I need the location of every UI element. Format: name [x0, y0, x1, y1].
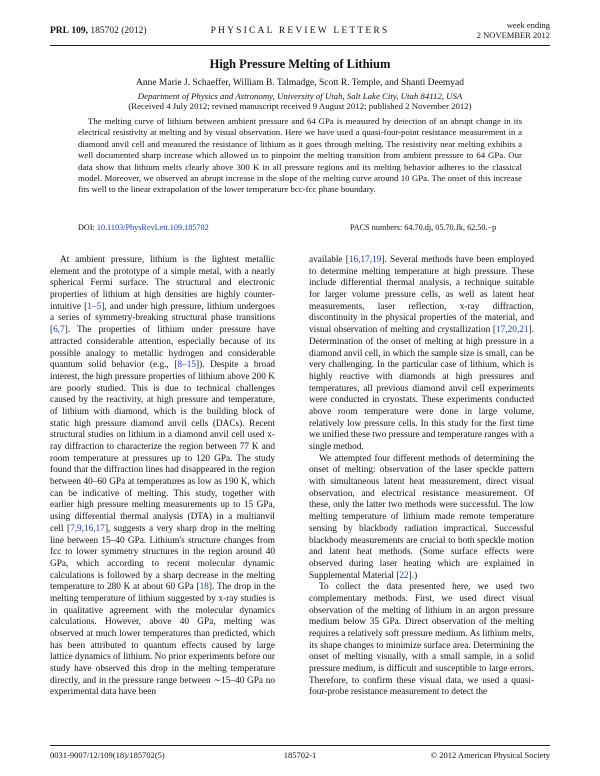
paragraph: To collect the data presented here, we used two complementary methods. First, we used direct visual observation of the melting of lithium in an argon pressure medium below 35 GPa. Direct observation of the melting requires a relatively soft pressure medium. As lithium melts, its shape changes to minimize surface area. Determining the onset of melting visually, with a small sample, in a solid pressure medium, is difficult and susceptible to large errors. Therefore, to confirm these visual data, we used a quasi-four-probe resistance measurement to detect the [309, 582, 534, 698]
citation-link[interactable]: 6,7 [53, 325, 65, 336]
citation-link[interactable]: 17,20,21 [496, 325, 529, 336]
paragraph: We attempted four different methods of determining the onset of melting: observation of the laser speckle pattern with simultaneous latent heat measurement, direct visual observation, and electrical resistance measurement. Of these, only the latter two methods were successful. The low melting temperature of lithium made remote temperature sensing by blackbody radiation impractical. Successful blackbody measurements are crucial to both speckle motion and latent heat methods. (Some surface effects were observed during laser heating which are explained in Supplemental Material [22].) [309, 453, 534, 581]
citation-link[interactable]: 7,9,16,17 [70, 523, 105, 534]
journal-abbr: PRL [50, 26, 69, 36]
footer-code: 0031-9007/12/109(18)/185702(5) [50, 750, 165, 760]
citation-link[interactable]: 22 [399, 570, 409, 581]
page-number: 185702-1 [283, 750, 317, 760]
right-column [309, 255, 534, 699]
citation-link[interactable]: 16,17,19 [348, 255, 382, 265]
issue-date [477, 20, 550, 40]
footer-rule [50, 745, 550, 746]
authors: Anne Marie J. Schaeffer, William B. Talmadge, Scott R. Temple, and Shanti Deemyad [135, 78, 465, 88]
doi-link[interactable]: 10.1103/PhysRevLett.109.185702 [96, 223, 209, 232]
affiliation: Department of Physics and Astronomy, University of Utah, Salt Lake City, Utah 84112, USA [137, 91, 463, 101]
journal-name: PHYSICAL REVIEW LETTERS [210, 26, 390, 36]
pacs-numbers: PACS numbers: 64.70.dj, 05.70.Jk, 62.50.−p [350, 223, 497, 232]
date: 2 NOVEMBER 2012 [476, 30, 550, 40]
week-label: week ending [506, 20, 550, 30]
running-header [50, 20, 550, 44]
citation-link[interactable]: 8–15 [177, 360, 197, 371]
citation-link[interactable]: 18 [199, 582, 209, 593]
doi-label: DOI: [78, 223, 95, 232]
doi-line [78, 223, 209, 232]
header-rule [50, 45, 550, 46]
paragraph: At ambient pressure, lithium is the lightest metallic element and the prototype of a simple metal, with a nearly spherical Fermi surface. The structural and electronic properties of lithium at high densities are highly counter-intuitive [1–5], and under high pressure, lithium undergoes a series of symmetry-breaking structural phase transitions [6,7]. The properties of lithium under pressure have attracted considerable attention, especially because of its possible analogy to metallic hydrogen and considerable quantum solid behavior (e.g., [8–15]). Despite a broad interest, the high pressure properties of lithium above 200 K are poorly studied. This is due to technical challenges caused by the reactivity, at high pressure and temperature, of lithium with diamond, which is the building block of static high pressure diamond anvil cells (DACs). Recent structural studies on lithium in a diamond anvil cell used x-ray diffraction to characterize the region between 77 K and room temperature at pressures up to 120 GPa. The study found that the diffraction lines had disappeared in the region between 40–60 GPa at temperatures as low as 190 K, which can be indicative of melting. This study, together with earlier high pressure melting measurements up to 15 GPa, using differential thermal analysis (DTA) in a multianvil cell [7,9,16,17], suggests a very sharp drop in the melting line between 15–40 GPa. Lithium's structure changes from fcc to lower symmetry structures in the region around 40 GPa, which according to recent molecular dynamic calculations is followed by a sharp decrease in the melting temperature to 280 K at about 60 GPa [18]. The drop in the melting temperature of lithium suggested by x-ray studies is in qualitative agreement with the molecular dynamics calculations. However, above 40 GPa, melting was observed at much lower temperatures than predicted, which has been attributed to quantum effects caused by large lattice dynamics of lithium. No prior experiments before our study have observed this drop in the melting temperature directly, and in the pressure range between ∼15–40 GPa no experimental data have been [50, 255, 275, 698]
copyright: © 2012 American Physical Society [430, 750, 550, 760]
received-dates: (Received 4 July 2012; revised manuscript received 9 August 2012; published 2 November 2012) [128, 101, 472, 111]
left-column [50, 255, 275, 699]
citation-link[interactable]: 1–5 [87, 301, 102, 312]
abstract: The melting curve of lithium between ambient pressure and 64 GPa is measured by detection of an abrupt change in its electrical resistivity at melting and by visual observation. Here we have used a quasi-four-point resistance measurement in a diamond anvil cell and measured the resistance of lithium as it goes through melting. The resistivity near melting exhibits a well documented sharp increase which allowed us to pinpoint the melting transition from ambient pressure to 64 GPa. Our data show that lithium melts clearly above 300 K in all pressure regions and its melting behavior adheres to the classical model. Moreover, we observed an abrupt increase in the slope of the melting curve around 10 GPa. The onset of this increase fits well to the linear extrapolation of the lower temperature bcc-fcc phase boundary. [78, 116, 522, 195]
paragraph: available [16,17,19]. Several methods have been employed to determine melting temperature at high pressure. These include differential thermal analysis, a technique suitable for larger volume pressure cells, as well as latent heat measurements, laser reflection, x-ray diffraction, discontinuity in the physical properties of the material, and visual observation of melting and crystallization [17,20,21]. Determination of the onset of melting at high pressure in a diamond anvil cell, in which the sample size is small, can be very challenging. In the particular case of lithium, which is highly reactive with diamonds at high pressures and temperatures, all previous diamond anvil cell experiments were conducted in cryostats. These experiments conducted above room temperature were done in large volume, relatively low pressure cells. In this study for the first time we unified these two pressure and temperature ranges with a single method. [309, 255, 534, 452]
paper-title: High Pressure Melting of Lithium [209, 57, 391, 71]
article-number: 185702 (2012) [90, 26, 147, 36]
journal-volume: 109, [71, 26, 88, 36]
